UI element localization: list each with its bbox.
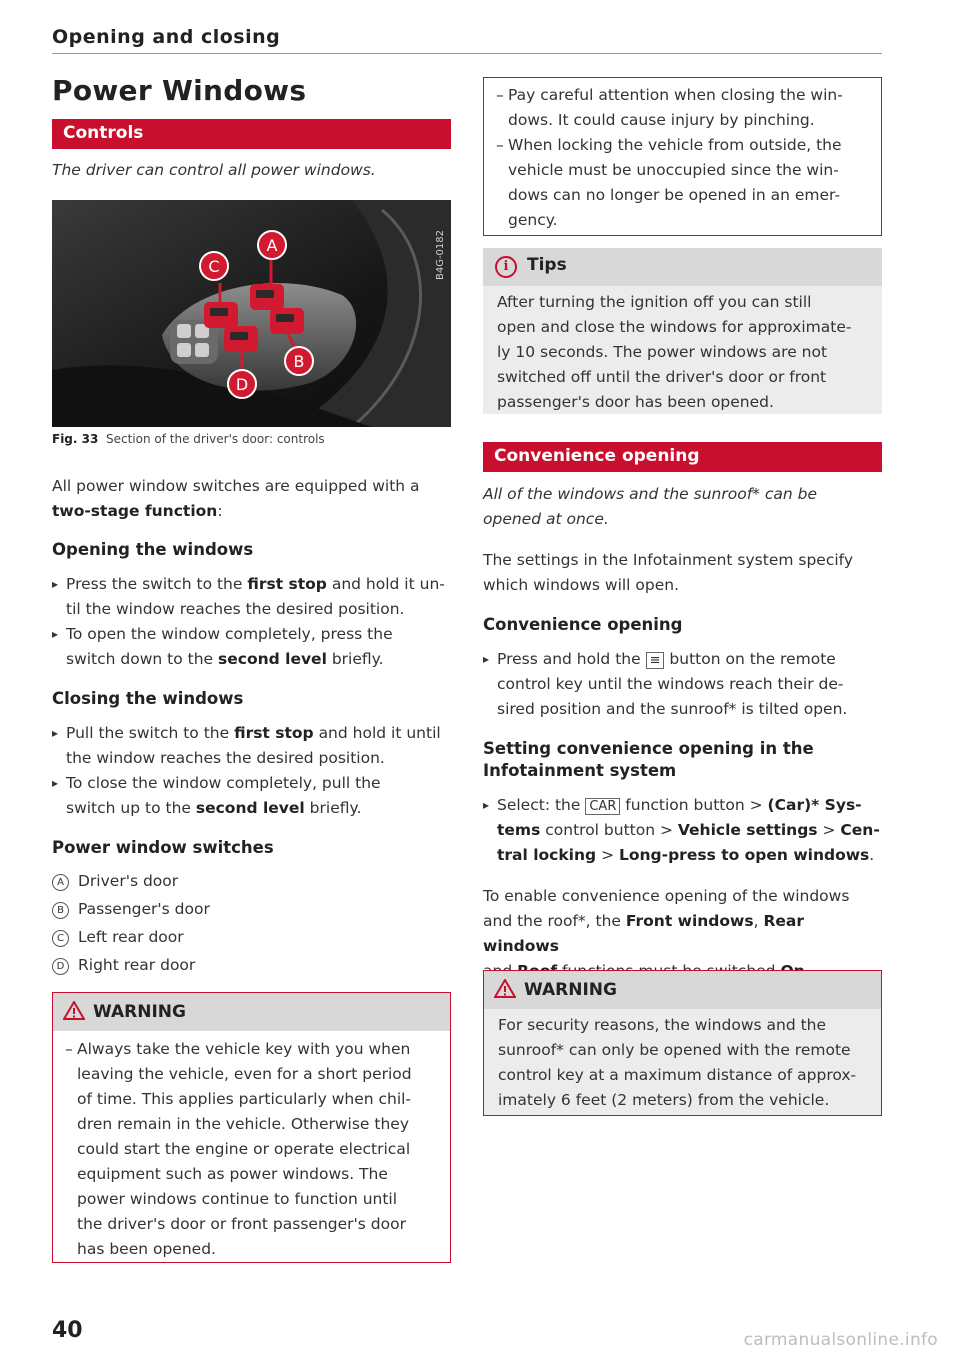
- car-function-button-icon: CAR: [585, 798, 620, 815]
- warning-item-pinching: – Pay careful attention when closing the win- dows. It could cause injury by pinching.: [496, 83, 869, 133]
- opening-bullet-2: ▸ To open the window completely, press the switch down to the second level briefly.: [52, 622, 451, 672]
- letter-b-icon: B: [52, 902, 69, 919]
- door-controls-figure: [52, 200, 451, 427]
- settings-paragraph: The settings in the Infotainment system specify which windows will open.: [483, 551, 854, 594]
- legend-item-b: B Passenger's door: [52, 900, 210, 919]
- warning-item-locking: – When locking the vehicle from outside, the vehicle must be unoccupied since the win- dows can no longer be opened in an emer- gency.: [496, 133, 869, 233]
- infotainment-subheading: Setting convenience opening in the Infotainment system: [483, 739, 814, 780]
- legend-item-d: D Right rear door: [52, 956, 195, 975]
- callout-d-label: D: [235, 375, 249, 394]
- header-rule: [52, 53, 882, 54]
- warning-triangle-icon: [63, 1001, 85, 1020]
- letter-d-icon: D: [52, 958, 69, 975]
- closing-bullet-2: ▸ To close the window completely, pull the switch up to the second level briefly.: [52, 771, 451, 821]
- tips-header: i Tips: [483, 248, 882, 286]
- running-header: Opening and closing: [52, 26, 281, 48]
- letter-c-icon: C: [52, 930, 69, 947]
- door-controls-illustration: [52, 200, 451, 427]
- section-heading-controls: Controls: [52, 119, 451, 149]
- switches-heading: Power window switches: [52, 838, 274, 857]
- section-heading-convenience: Convenience opening: [483, 442, 882, 472]
- infotainment-bullet: ▸ Select: the CAR function button > (Car)* Sys- tems control button > Vehicle settings > Cen- tral locking > Long-press to open windows.: [483, 793, 882, 868]
- warning-box-right: [483, 970, 882, 1116]
- warning-header: WARNING: [53, 993, 450, 1031]
- callout-a-icon: [258, 231, 286, 259]
- figure-caption: Fig. 33 Section of the driver's door: controls: [52, 432, 325, 446]
- letter-a-icon: A: [52, 874, 69, 891]
- remote-key-button-icon: ≡: [646, 652, 665, 669]
- callout-c-label: C: [208, 257, 220, 276]
- warning-continuation-box: [483, 77, 882, 236]
- callout-c-icon: [200, 252, 228, 280]
- watermark: carmanualsonline.info: [743, 1330, 938, 1350]
- callout-b-label: B: [293, 352, 305, 371]
- page-title: Power Windows: [52, 74, 307, 107]
- warning-header: WARNING: [484, 971, 881, 1009]
- closing-heading: Closing the windows: [52, 689, 244, 708]
- convenience-intro: All of the windows and the sunroof* can be opened at once.: [483, 485, 817, 528]
- tips-box: [483, 248, 882, 414]
- warning-triangle-icon: [494, 979, 516, 998]
- callout-b-icon: [285, 347, 313, 375]
- page-number: 40: [52, 1318, 83, 1343]
- warning-text-right: For security reasons, the windows and the sunroof* can only be opened with the remote control key at a maximum distance of approx- imately 6 feet (2 meters) from the vehicle.: [498, 1016, 857, 1109]
- convenience-subheading: Convenience opening: [483, 615, 683, 634]
- opening-bullet-1: ▸ Press the switch to the first stop and hold it un- til the window reaches the desired position.: [52, 572, 451, 622]
- two-stage-paragraph: All power window switches are equipped with a two-stage function:: [52, 477, 420, 520]
- controls-intro: The driver can control all power windows.: [52, 161, 376, 179]
- info-icon: i: [495, 256, 517, 278]
- figure-code: B4G-0182: [435, 230, 446, 281]
- enable-paragraph: To enable convenience opening of the windows and the roof*, the Front windows, Rear windows: [483, 887, 850, 955]
- convenience-bullet: ▸ Press and hold the ≡ button on the remote control key until the windows reach their de- sired position and the sunroof* is tilted open.: [483, 647, 882, 722]
- tips-text: After turning the ignition off you can still open and close the windows for approximate- ly 10 seconds. The power windows are not switched off until the driver's door or front passenger's door has been opened.: [497, 293, 852, 411]
- legend-item-c: C Left rear door: [52, 928, 184, 947]
- warning-box-left: [52, 992, 451, 1263]
- callout-d-icon: [228, 370, 256, 398]
- opening-heading: Opening the windows: [52, 540, 254, 559]
- warning-text: – Always take the vehicle key with you when leaving the vehicle, even for a short period of time. This applies particularly when chil- dren remain in the vehicle. Otherwise they could start the engine or operate electrical equipment such as power windows. The power windows continue to function until the driver's door or front passenger's door has been opened.: [65, 1037, 438, 1262]
- closing-bullet-1: ▸ Pull the switch to the first stop and hold it until the window reaches the desired position.: [52, 721, 451, 771]
- legend-item-a: A Driver's door: [52, 872, 178, 891]
- callout-a-label: A: [266, 236, 278, 255]
